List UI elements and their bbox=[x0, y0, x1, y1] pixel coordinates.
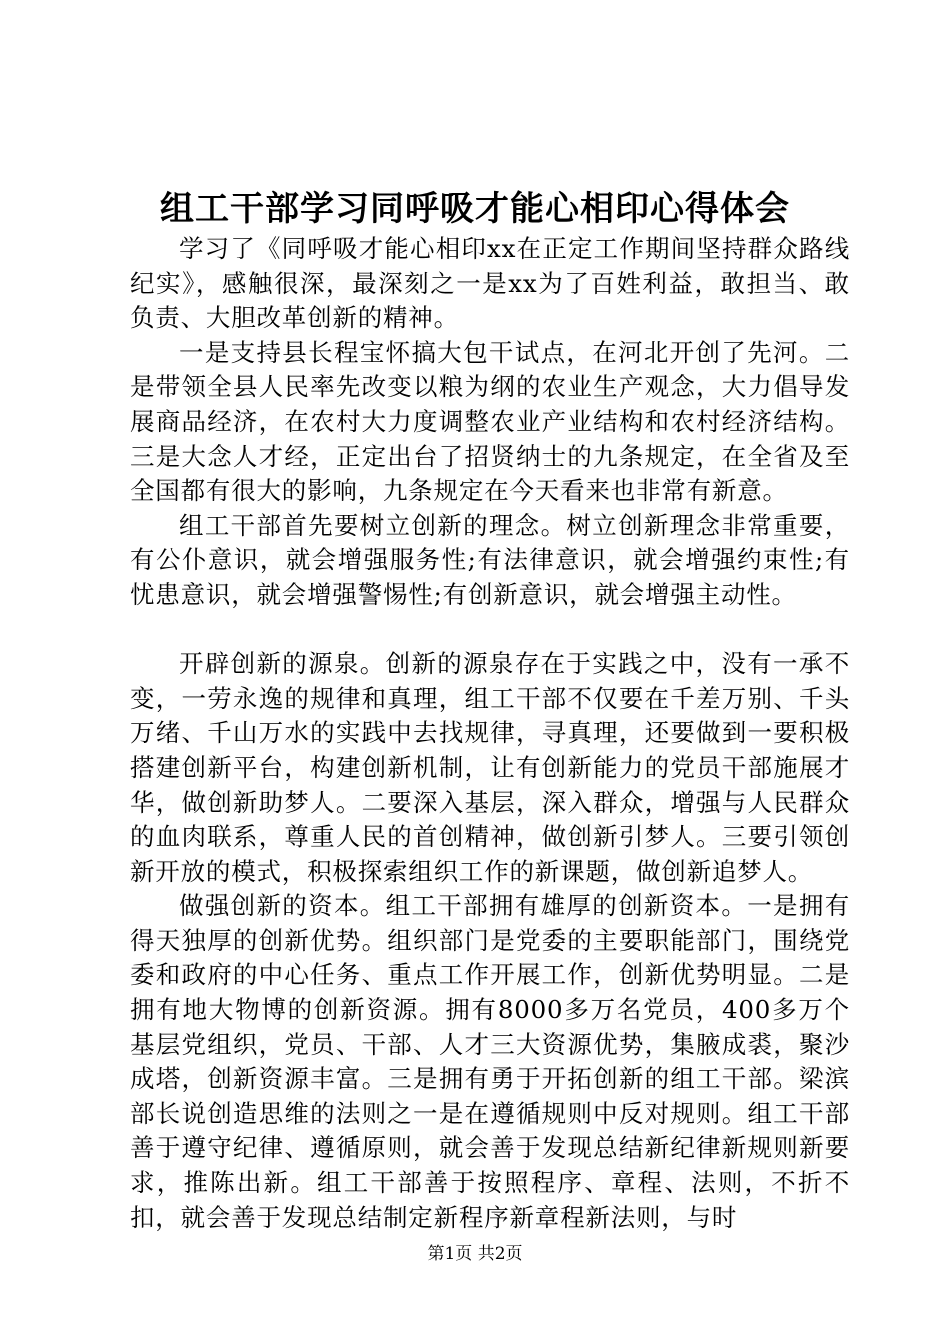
paragraph-intro: 学习了《同呼吸才能心相印xx在正定工作期间坚持群众路线纪实》，感触很深，最深刻之一是xx为了百姓利益，敢担当、敢负责、大胆改革创新的精神。 bbox=[130, 234, 850, 333]
paragraph-innovation-capital: 做强创新的资本。组工干部拥有雄厚的创新资本。一是拥有得天独厚的创新优势。组织部门是党委的主要职能部门，围绕党委和政府的中心任务、重点工作开展工作，创新优势明显。二是拥有地大物博的创新资源。拥有8000多万名党员，400多万个基层党组织，党员、干部、人才三大资源优势，集腋成裘，聚沙成塔，创新资源丰富。三是拥有勇于开拓创新的组工干部。梁滨部长说创造思维的法则之一是在遵循规则中反对规则。组工干部善于遵守纪律、遵循原则，就会善于发现总结新纪律新规则新要求，推陈出新。组工干部善于按照程序、章程、法则，不折不扣，就会善于发现总结制定新程序新章程新法则，与时 bbox=[130, 891, 850, 1232]
paragraph-innovation-concept: 组工干部首先要树立创新的理念。树立创新理念非常重要，有公仆意识，就会增强服务性;有法律意识，就会增强约束性;有忧患意识，就会增强警惕性;有创新意识，就会增强主动性。 bbox=[130, 510, 850, 609]
page-number-footer: 第1页 共2页 bbox=[427, 1244, 523, 1264]
document-title: 组工干部学习同呼吸才能心相印心得体会 bbox=[160, 189, 790, 229]
document-body bbox=[130, 232, 850, 1235]
paragraph-examples: 一是支持县长程宝怀搞大包干试点，在河北开创了先河。二是带领全县人民率先改变以粮为纲的农业生产观念，大力倡导发展商品经济，在农村大力度调整农业产业结构和农村经济结构。三是大念人才经，正定出台了招贤纳士的九条规定，在全省及至全国都有很大的影响，九条规定在今天看来也非常有新意。 bbox=[130, 337, 850, 506]
paragraph-innovation-source: 开辟创新的源泉。创新的源泉存在于实践之中，没有一承不变，一劳永逸的规律和真理，组工干部不仅要在千差万别、千头万绪、千山万水的实践中去找规律，寻真理，还要做到一要积极搭建创新平台，构建创新机制，让有创新能力的党员干部施展才华，做创新助梦人。二要深入基层，深入群众，增强与人民群众的血肉联系，尊重人民的首创精神，做创新引梦人。三要引领创新开放的模式，积极探索组织工作的新课题，做创新追梦人。 bbox=[130, 649, 850, 886]
